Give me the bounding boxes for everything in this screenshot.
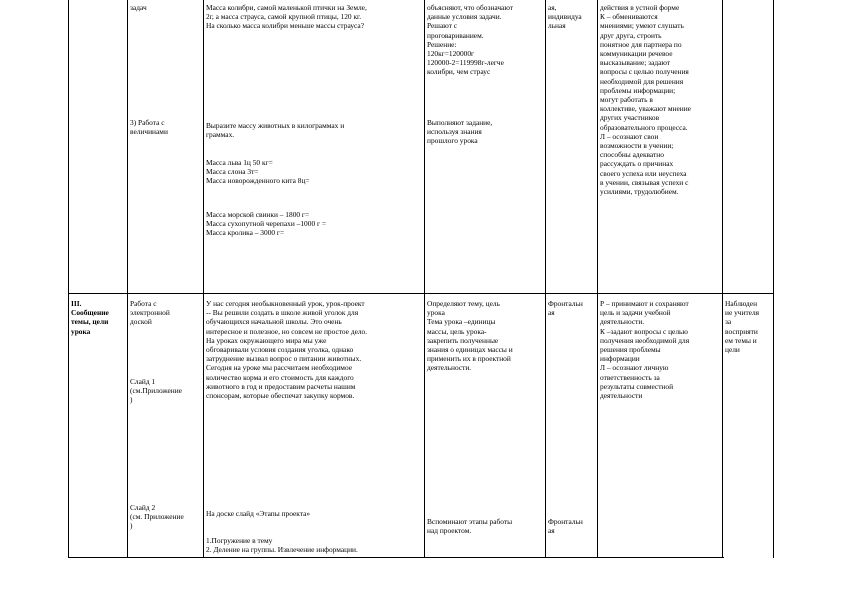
table-border-col3 — [203, 0, 204, 558]
cell-uud: действия в устной форме К – обмениваются мнениями; умеют слушать друг друга, строить понятное для партнера по коммуникации речевое высказывание; задают вопросы с целью получения необходимой для решения проблемы информации; могут работать в коллективе, уважают мнение других участников образовательного процесса. Л – осознают свои возможности в учении; способны адекватно рассуждать о причинах своего успеха или неуспеха в учении, связывая успехи с усилиями, трудолюбием. — [600, 3, 691, 197]
cell-col2-work-with-quantities: 3) Работа с величинами — [130, 118, 168, 137]
cell-task-text: Масса колибри, самой маленькой птички на Земле, 2г, а масса страуса, самой крупной птицы, 120 кг. На сколько масса колибри меньше массы страуса? — [206, 3, 367, 31]
cell-observation: Наблюден ие учителя за восприяти ем темы и цели — [725, 299, 760, 355]
cell-e-board: Работа с электронной доской — [130, 299, 170, 327]
table-border-col6 — [597, 0, 598, 558]
cell-express-mass: Выразите массу животных в килограммах и граммах. — [206, 121, 345, 140]
table-border-col7 — [722, 0, 723, 558]
table-border-col2 — [127, 0, 128, 558]
cell-student-task: Выполняют задание, используя знания прошлого урока — [427, 118, 493, 146]
table-border-bottom — [68, 557, 724, 558]
cell-board-slide: На доске слайд «Этапы проекта» — [206, 509, 311, 518]
table-border-col4 — [424, 0, 425, 558]
cell-slide-1: Слайд 1 (см.Приложение ) — [130, 377, 182, 405]
cell-lesson-topic: Определяют тему, цель урока Тема урока –единицы массы, цель урока- закрепить полученные знания о единицах массы и применить их в проектной деятельности. — [427, 299, 513, 373]
cell-recall-steps: Вспоминают этапы работы над проектом. — [427, 517, 513, 536]
cell-slide-2: Слайд 2 (см. Приложение ) — [130, 503, 184, 531]
cell-uud-row2: Р – принимают и сохраняют цель и задачи учебной деятельности. К –задают вопросы с целью получения необходимой для решения проблемы информации Л – осознают личную ответственность за результаты совместной деятельности — [600, 299, 690, 401]
cell-work-form: ая, индивидуа льная — [548, 3, 582, 31]
table-border-left — [68, 0, 69, 558]
table-border-col5 — [545, 0, 546, 558]
cell-mass-list-1: Масса льва 1ц 50 кг= Масса слона 3т= Масса новорожденного кита 8ц= — [206, 158, 310, 186]
cell-project-steps: 1.Погружение в тему 2. Деление на группы. Извлечение информации. — [206, 536, 358, 555]
table-border-right — [773, 0, 774, 558]
cell-mass-list-2: Масса морской свинки – 1800 г= Масса сухопутной черепахи –1000 г = Масса кролика – 3000 г= — [206, 210, 327, 238]
cell-work-form-frontal-1: Фронтальн ая — [548, 299, 583, 318]
cell-teacher-speech: У нас сегодня необыкновенный урок, урок-проект -- Вы решили создать в школе живой уголок для обучающихся начальной школы. Это очень интересное и полезное, но совсем не простое дело. На уроках окружающего мира мы уже обговаривали условия создания уголка, однако затруднение вызвал вопрос о питании животных. Сегодня на уроке мы рассчитаем необходимое количество корма и его стоимость для каждого животного в год и предоставим расчеты нашим спонсорам, которые обеспечат закупку кормов. — [206, 299, 368, 401]
cell-col2-heading: задач — [130, 3, 147, 12]
cell-work-form-frontal-2: Фронтальн ая — [548, 517, 583, 536]
row-divider — [68, 293, 774, 294]
cell-stage-title: III. Сообщение темы, цели урока — [71, 299, 109, 336]
cell-student-solution: объясняют, что обозначают данные условия задачи. Решают с проговариванием. Решение: 120кг=120000г 120000-2=119998г-легче колибри, чем страус — [427, 3, 513, 77]
